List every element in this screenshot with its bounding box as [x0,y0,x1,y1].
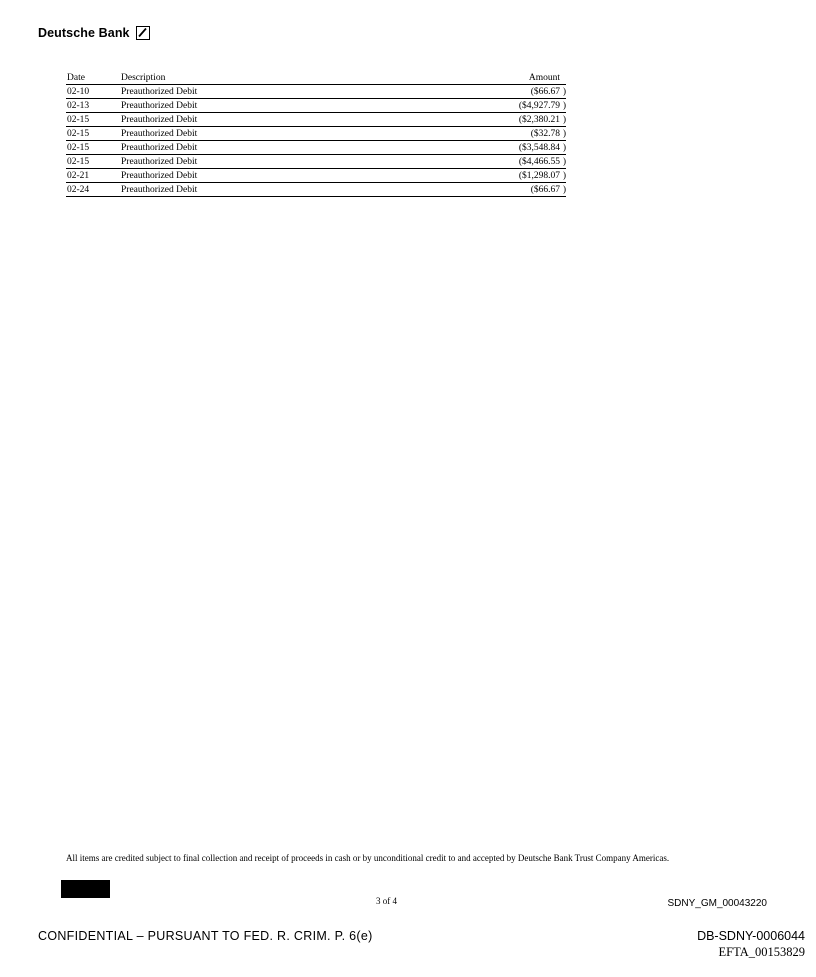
row-description: Preauthorized Debit [120,183,396,197]
row-date: 02-15 [66,127,120,141]
row-amount: ($2,380.21 [518,114,560,125]
row-amount-paren: ) [562,86,566,97]
row-date: 02-13 [66,99,120,113]
table-header-row [66,72,566,85]
row-amount: ($1,298.07 [518,170,560,181]
row-amount-cell [396,141,566,155]
row-description: Preauthorized Debit [120,99,396,113]
row-amount-cell [396,169,566,183]
table-row [66,169,566,183]
row-date: 02-15 [66,141,120,155]
table-row [66,85,566,99]
row-description: Preauthorized Debit [120,85,396,99]
efta-number: EFTA_00153829 [718,945,805,959]
transactions-table [66,72,566,197]
row-amount: ($66.67 [530,86,560,97]
table-row [66,113,566,127]
row-amount-paren: ) [562,128,566,139]
column-header-amount: Amount [396,72,566,85]
row-amount-cell [396,127,566,141]
row-amount-paren: ) [562,170,566,181]
row-amount-paren: ) [562,142,566,153]
row-amount-paren: ) [562,100,566,111]
bank-header [38,26,150,40]
row-amount-cell [396,113,566,127]
table-row [66,155,566,169]
row-amount: ($4,466.55 [518,156,560,167]
row-description: Preauthorized Debit [120,155,396,169]
row-date: 02-21 [66,169,120,183]
row-date: 02-24 [66,183,120,197]
row-amount-cell [396,99,566,113]
row-amount: ($66.67 [530,184,560,195]
row-description: Preauthorized Debit [120,113,396,127]
row-amount-paren: ) [562,114,566,125]
bank-logo-icon [136,26,150,40]
page-number: 3 of 4 [376,896,397,906]
row-description: Preauthorized Debit [120,169,396,183]
redaction-box [61,880,110,898]
row-date: 02-10 [66,85,120,99]
row-amount-paren: ) [562,184,566,195]
production-id: SDNY_GM_00043220 [667,898,767,909]
credit-notice: All items are credited subject to final collection and receipt of proceeds in cash or by unconditional credit to and accepted by Deutsche Bank Trust Company Americas. [66,853,670,863]
table-row [66,127,566,141]
row-amount: ($3,548.84 [518,142,560,153]
row-date: 02-15 [66,155,120,169]
table-row [66,183,566,197]
row-description: Preauthorized Debit [120,127,396,141]
row-amount: ($4,927.79 [518,100,560,111]
row-amount: ($32.78 [530,128,560,139]
confidential-notice: CONFIDENTIAL – PURSUANT TO FED. R. CRIM. P. 6(e) [38,929,373,943]
row-description: Preauthorized Debit [120,141,396,155]
row-date: 02-15 [66,113,120,127]
row-amount-paren: ) [562,156,566,167]
table-row [66,99,566,113]
row-amount-cell [396,85,566,99]
bank-name: Deutsche Bank [38,26,130,40]
column-header-date: Date [66,72,120,85]
column-header-description: Description [120,72,396,85]
table-row [66,141,566,155]
row-amount-cell [396,183,566,197]
row-amount-cell [396,155,566,169]
bates-number: DB-SDNY-0006044 [697,929,805,943]
